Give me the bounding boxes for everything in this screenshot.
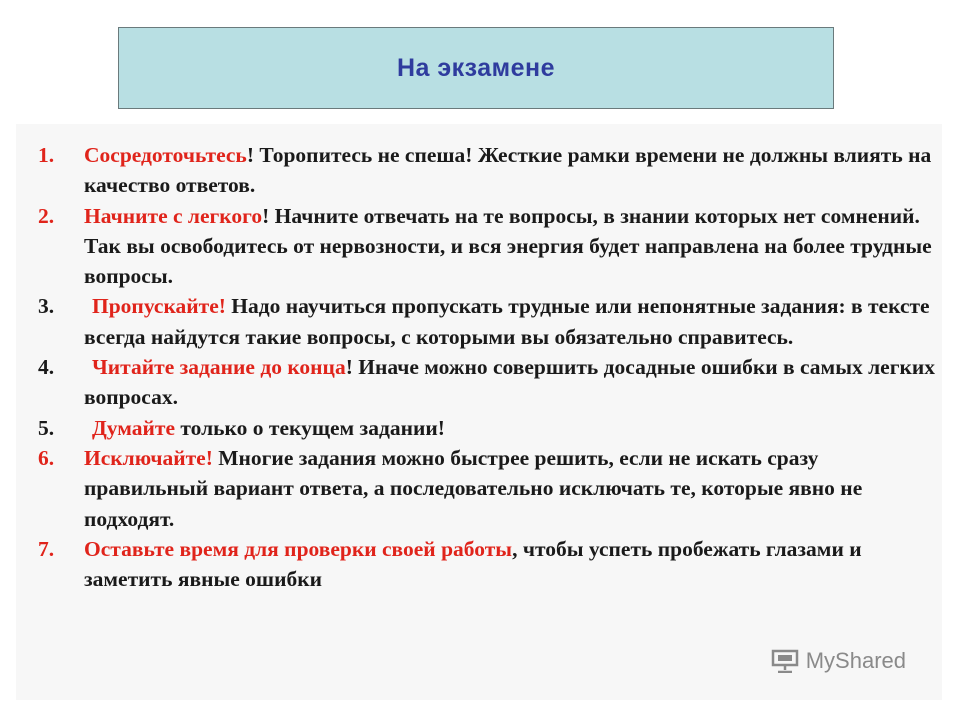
item-number: 5. xyxy=(38,415,55,440)
list-item xyxy=(38,352,938,413)
watermark-logo[interactable] xyxy=(770,648,906,674)
item-text: Надо научиться пропускать трудные или непонятные задания: в тексте всегда найдутся такие вопросы, с которыми вы обязательно справитесь. xyxy=(84,294,930,349)
presentation-board-icon xyxy=(770,649,800,673)
content-panel xyxy=(16,124,942,700)
item-text: Многие задания можно быстрее решить, если не искать сразу правильный вариант ответа, а последовательно исключать те, которые явно не подходят. xyxy=(84,445,863,531)
list-item xyxy=(38,534,938,595)
item-text: ! Торопитесь не спеша! Жесткие рамки времени не должны влиять на качество ответов. xyxy=(84,143,932,198)
item-highlight: Читайте задание до конца xyxy=(92,355,346,380)
item-number: 6. xyxy=(38,445,55,470)
item-text: только о текущем задании! xyxy=(175,415,445,440)
list-item xyxy=(38,201,938,292)
item-highlight: Сосредоточьтесь xyxy=(84,143,247,167)
list-item xyxy=(38,413,938,443)
item-highlight: Пропускайте! xyxy=(92,294,226,319)
item-text: ! Иначе можно совершить досадные ошибки в самых легких вопросах. xyxy=(84,355,936,410)
title-box xyxy=(118,27,834,109)
list-item xyxy=(38,443,938,534)
item-highlight: Начните с легкого xyxy=(84,203,263,228)
item-number: 7. xyxy=(38,536,55,561)
item-highlight: Оставьте время для проверки своей работы xyxy=(84,536,513,561)
list-item xyxy=(38,140,938,201)
item-number: 4. xyxy=(38,355,55,380)
list-item xyxy=(38,291,938,352)
tips-list xyxy=(38,140,938,594)
item-text: ! Начните отвечать на те вопросы, в знании которых нет сомнений. Так вы освободитесь от нервозности, и вся энергия будет направлена на более трудные вопросы. xyxy=(84,203,932,289)
item-number: 2. xyxy=(38,203,55,228)
item-text: , чтобы успеть пробежать глазами и заметить явные ошибки xyxy=(84,536,862,592)
page-title: На экзамене xyxy=(396,53,556,82)
item-number: 3. xyxy=(38,294,55,319)
item-number: 1. xyxy=(38,143,55,167)
item-highlight: Исключайте! xyxy=(84,445,213,470)
item-highlight: Думайте xyxy=(92,415,175,440)
watermark-text: MyShared xyxy=(805,648,906,673)
